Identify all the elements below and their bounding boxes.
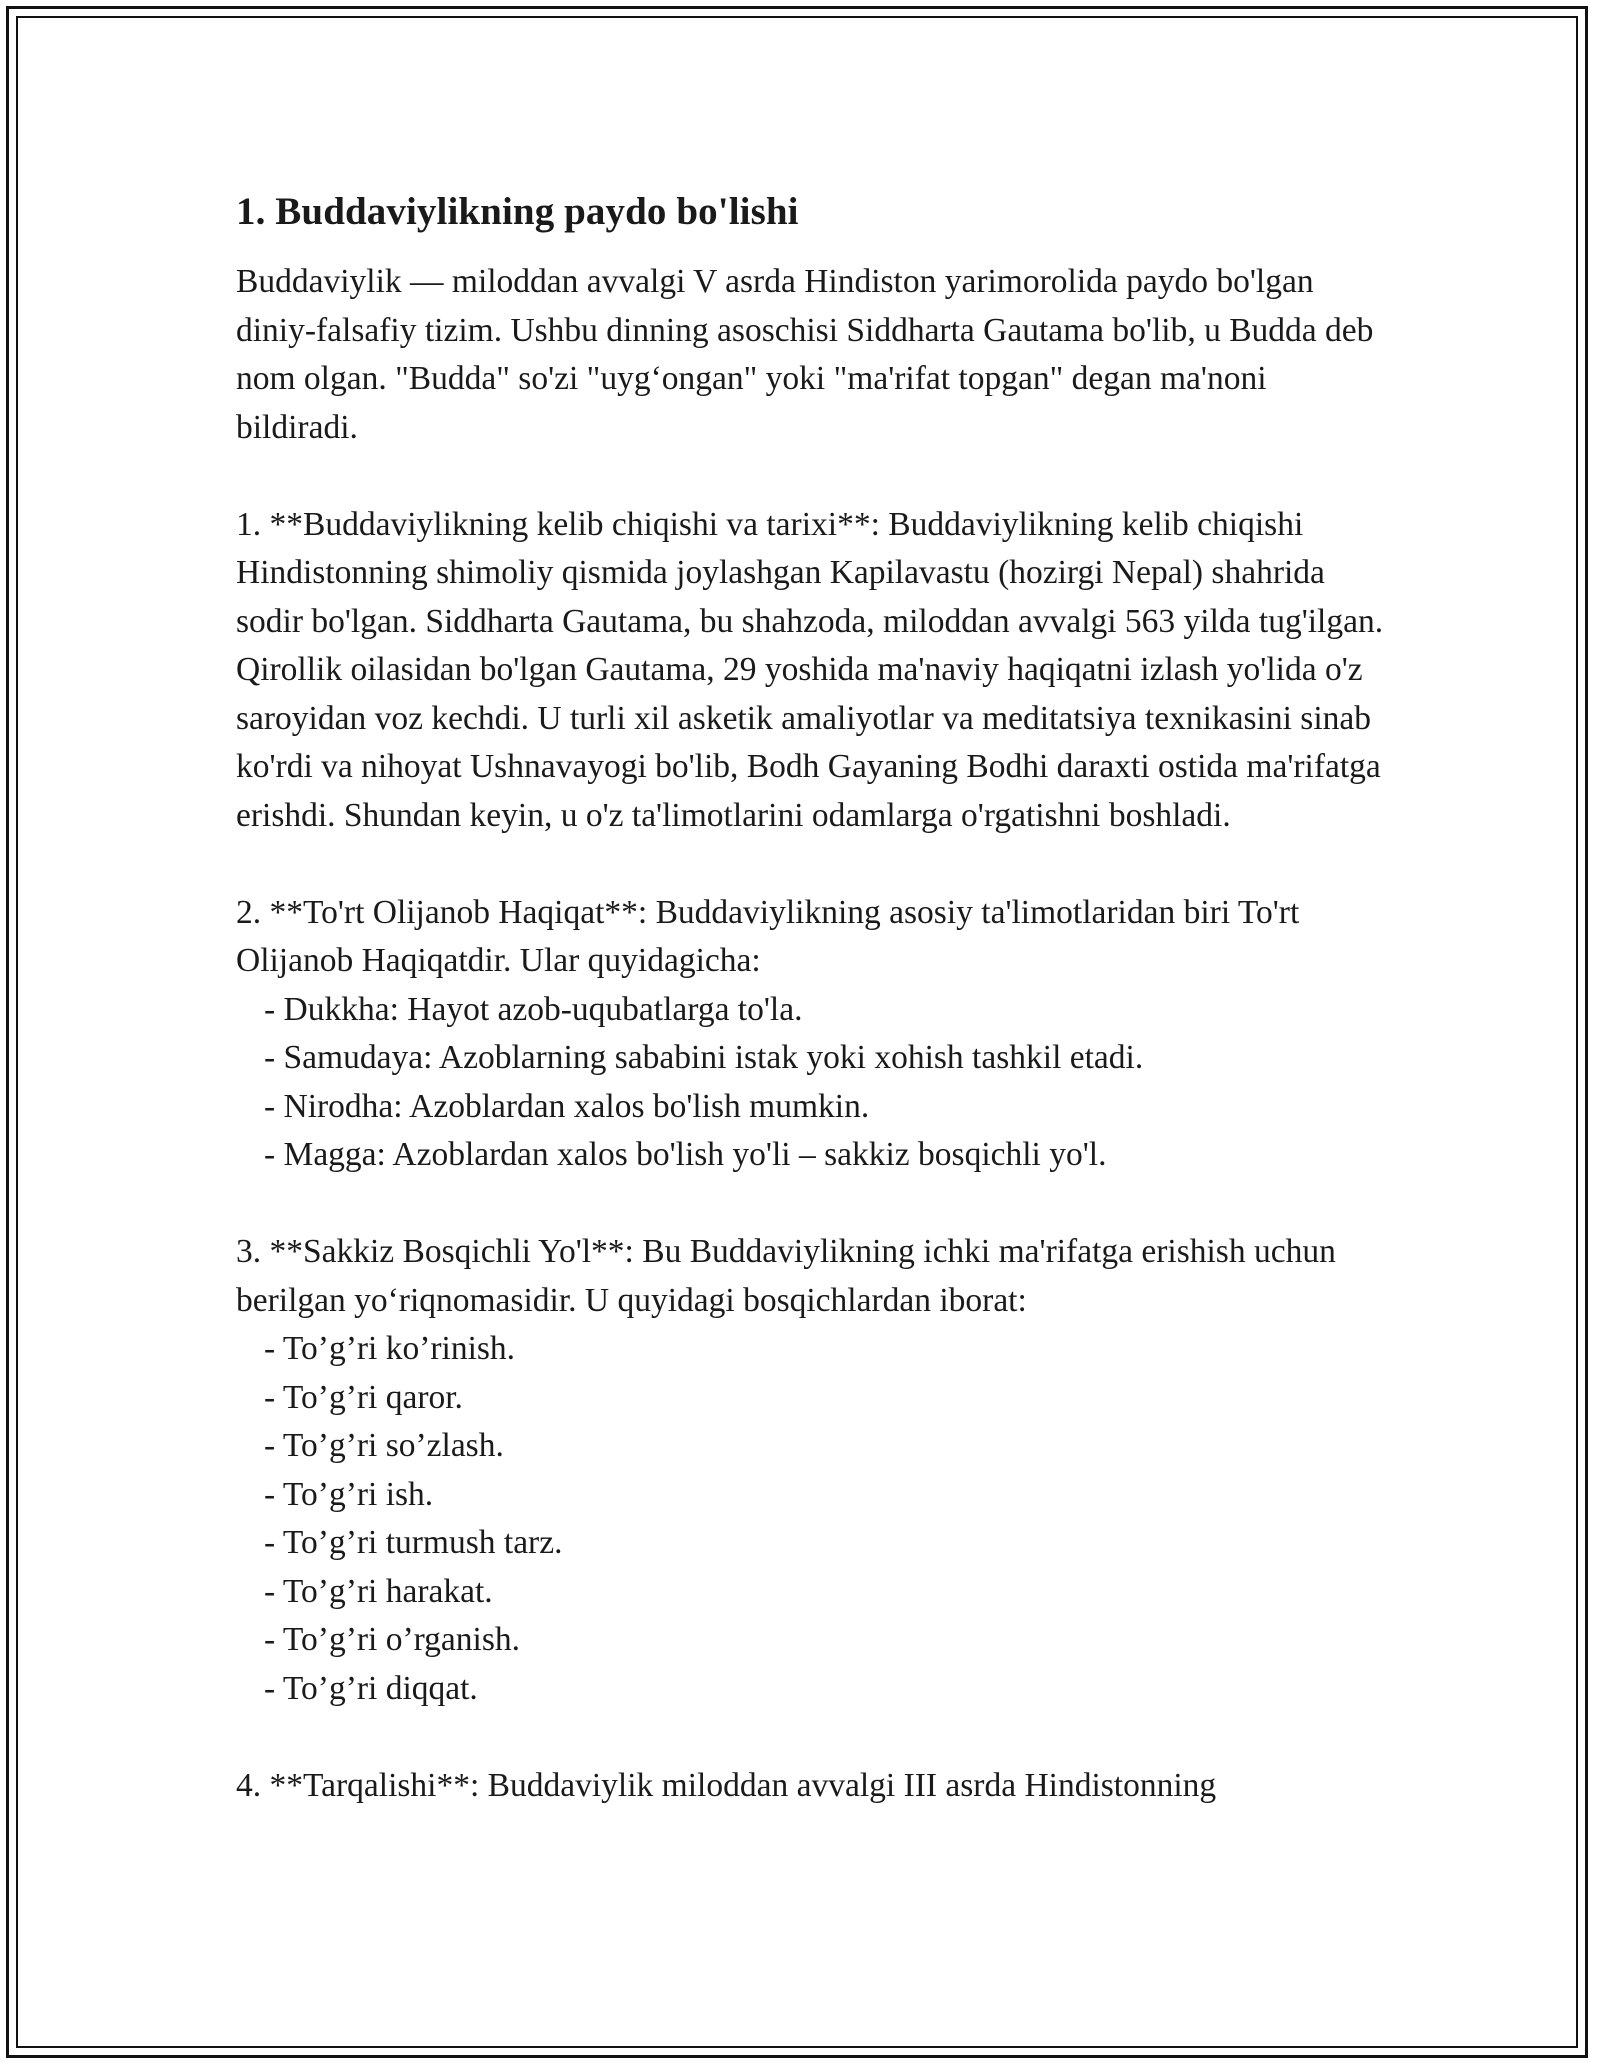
intro-paragraph: Buddaviylik — miloddan avvalgi V asrda Hindiston yarimorolida paydo bo'lgan diniy-falsafiy tizim. Ushbu dinning asoschisi Siddharta Gautama bo'lib, u Budda deb nom olgan. "Budda" so'zi "uyg‘ongan" yoki "ma'rifat topgan" degan ma'noni bildiradi. xyxy=(236,263,1374,446)
section-eightfold-path-text: 3. **Sakkiz Bosqichli Yo'l**: Bu Buddaviylikning ichki ma'rifatga erishish uchun berilgan yo‘riqnomasidir. U quyidagi bosqichlardan iborat: xyxy=(236,1233,1336,1319)
list-item: - To’g’ri harakat. xyxy=(264,1572,493,1610)
list-item: - To’g’ri ko’rinish. xyxy=(264,1330,516,1367)
list-item: - Magga: Azoblardan xalos bo'lish yo'li – sakkiz bosqichli yo'l. xyxy=(264,1136,1107,1173)
section-spread: 4. **Tarqalishi**: Buddaviylik miloddan avvalgi III asrda Hindistonning xyxy=(236,1766,1217,1804)
list-item: - Nirodha: Azoblardan xalos bo'lish mumkin. xyxy=(264,1087,870,1125)
list-item: - To’g’ri turmush tarz. xyxy=(264,1524,563,1561)
four-noble-truths-list xyxy=(236,986,1386,1180)
list-item: - To’g’ri so’zlash. xyxy=(264,1427,504,1464)
section-eightfold-path xyxy=(236,1228,1386,1713)
list-item: - Samudaya: Azoblarning sababini istak yoki xohish tashkil etadi. xyxy=(264,1039,1144,1076)
eightfold-path-list xyxy=(236,1325,1386,1713)
section-four-noble-truths-text: 2. **To'rt Olijanob Haqiqat**: Buddaviylikning asosiy ta'limotlaridan biri To'rt Olijanob Haqiqatdir. Ular quyidagicha: xyxy=(236,893,1300,979)
list-item: - To’g’ri ish. xyxy=(264,1475,434,1513)
list-item: - To’g’ri diqqat. xyxy=(264,1669,478,1707)
document-page xyxy=(236,186,1386,1859)
section-four-noble-truths xyxy=(236,889,1386,1180)
document-heading: 1. Buddaviylikning paydo bo'lishi xyxy=(236,190,799,233)
list-item: - To’g’ri qaror. xyxy=(264,1378,463,1416)
list-item: - To’g’ri o’rganish. xyxy=(264,1621,520,1658)
section-origin-history: 1. **Buddaviylikning kelib chiqishi va tarixi**: Buddaviylikning kelib chiqishi Hindistonning shimoliy qismida joylashgan Kapilavastu (hozirgi Nepal) shahrida sodir bo'lgan. Siddharta Gautama, bu shahzoda, miloddan avvalgi 563 yilda tug'ilgan. Qirollik oilasidan bo'lgan Gautama, 29 yoshida ma'naviy haqiqatni izlash yo'lida o'z saroyidan voz kechdi. U turli xil asketik amaliyotlar va meditatsiya texnikasini sinab ko'rdi va nihoyat Ushnavayogi bo'lib, Bodh Gayaning Bodhi daraxti ostida ma'rifatga erishdi. Shundan keyin, u o'z ta'limotlarini odamlarga o'rgatishni boshladi. xyxy=(236,505,1384,834)
list-item: - Dukkha: Hayot azob-uqubatlarga to'la. xyxy=(264,990,803,1028)
